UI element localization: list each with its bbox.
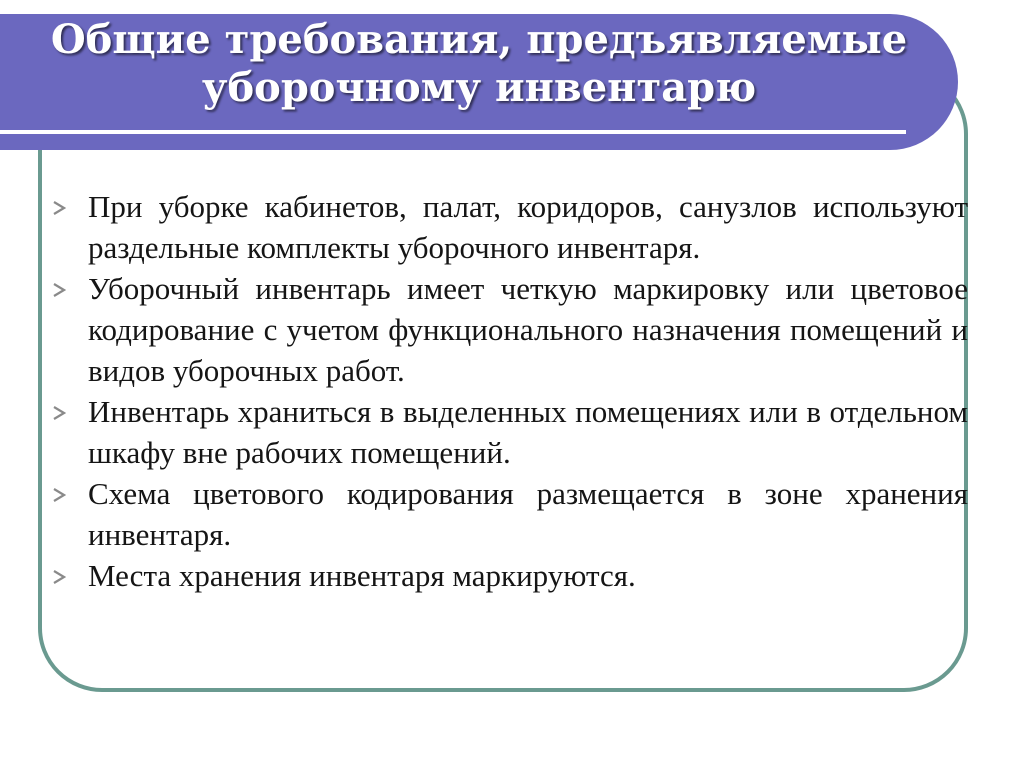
bullet-item — [50, 555, 968, 596]
arrowhead-bullet-icon — [50, 186, 72, 227]
arrowhead-bullet-icon — [50, 268, 72, 309]
title-underline — [0, 130, 906, 134]
slide-title-line-1: Общие требования, предъявляемые — [50, 16, 908, 63]
arrowhead-bullet-icon — [50, 391, 72, 432]
bullet-item — [50, 391, 968, 473]
arrowhead-bullet-icon — [50, 473, 72, 514]
bullet-text: Схема цветового кодирования размещается в зоне хранения инвентаря. — [88, 476, 968, 552]
bullet-text: Инвентарь храниться в выделенных помещениях или в отдельном шкафу вне рабочих помещений. — [88, 394, 968, 470]
bullet-item — [50, 268, 968, 391]
slide-title-line-2: уборочному инвентарю — [201, 64, 757, 111]
arrowhead-bullet-icon — [50, 555, 72, 596]
bullet-item — [50, 473, 968, 555]
bullet-text: Уборочный инвентарь имеет четкую маркировку или цветовое кодирование с учетом функционального назначения помещений и видов уборочных работ. — [88, 271, 968, 388]
bullet-item — [50, 186, 968, 268]
bullet-list — [50, 186, 968, 596]
bullet-text: При уборке кабинетов, палат, коридоров, санузлов используют раздельные комплекты уборочного инвентаря. — [88, 189, 968, 265]
bullet-text: Места хранения инвентаря маркируются. — [88, 558, 636, 593]
slide-title — [0, 16, 958, 112]
